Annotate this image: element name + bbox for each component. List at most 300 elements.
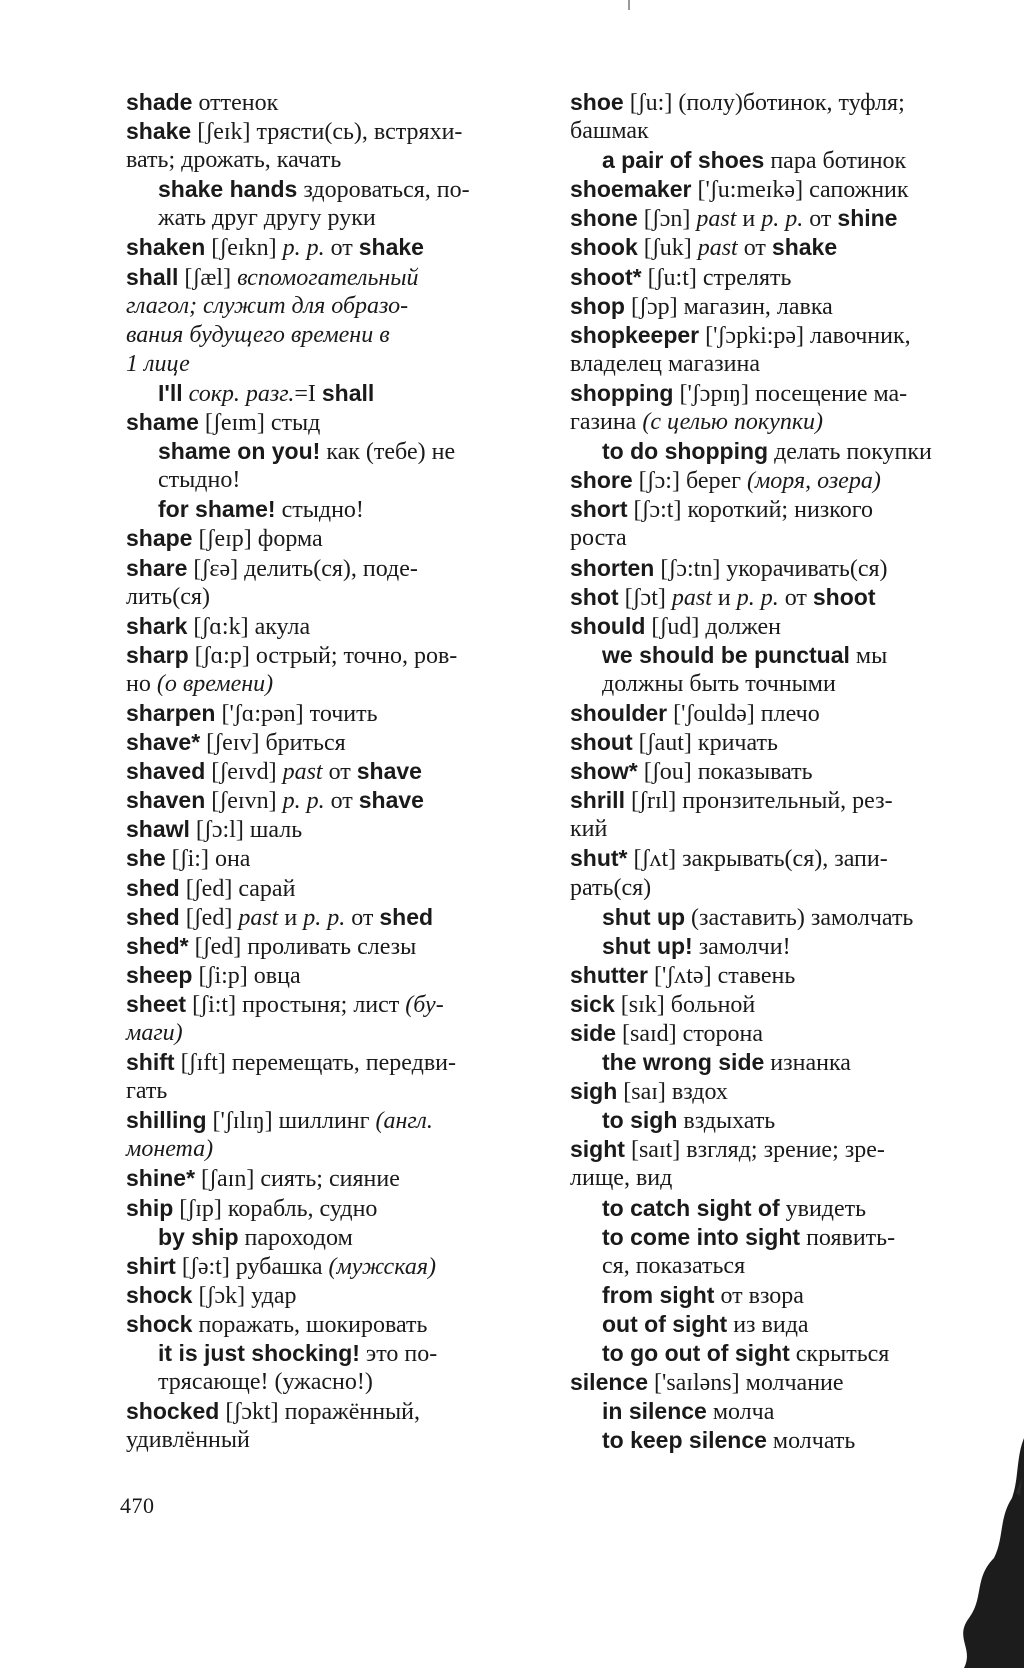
gloss-italic: (о времени) [156,670,274,697]
gloss-text: ['ʃɪlɪŋ] шиллинг [206,1108,376,1135]
entry-line [570,524,984,553]
gloss-text: ['ʃɔpɪŋ] посещение ма- [673,380,908,407]
headword: to catch sight of [602,1194,780,1221]
gloss-text: это по- [359,1341,438,1368]
gloss-text: кий [570,816,608,843]
headword: shape [126,525,193,552]
scan-mark [628,0,630,10]
headword: shopping [570,379,674,406]
gloss-text: роста [570,525,627,552]
gloss-italic: (бу- [405,991,444,1018]
gloss-text: молча [706,1399,775,1426]
gloss-text: [ʃɔkt] поражённый, [219,1399,421,1426]
entry-line [126,874,544,903]
headword: in silence [602,1398,707,1425]
gloss-italic: вания будущего времени в [126,321,390,348]
entry-line [126,932,544,961]
gloss-text: и [278,904,304,931]
entry-line [570,786,984,815]
headword: shaved [126,758,206,785]
entry-line [570,408,984,437]
headword: to come into sight [602,1223,801,1250]
headword: shore [570,467,633,494]
headword: side [570,1020,617,1046]
entry-line [126,1164,544,1193]
entry-line [126,524,544,553]
gloss-text: [ʃeɪm] стыд [198,410,321,437]
gloss-text: [ʃɔ:t] короткий; низкого [627,497,873,524]
entry-line [570,961,984,990]
entry-line [126,1135,544,1164]
page-number: 470 [120,1493,155,1518]
entry-line [126,728,544,757]
headword: to sigh [602,1107,678,1134]
headword: shot [570,583,619,610]
entry-line [126,466,544,495]
headword: shut* [570,845,628,872]
gloss-text: должны быть точными [602,670,836,697]
headword: shall [126,263,179,290]
headword: shoot* [570,263,642,290]
entry-line [126,437,544,466]
headword: shed [126,903,180,930]
gloss-italic: past [671,584,712,611]
gloss-text: [ʃɔ:] берег [632,468,747,495]
gloss-text: из вида [727,1311,809,1338]
entry-line [570,757,984,786]
entry-line [570,1077,984,1106]
gloss-text: [ʃeɪvn] [205,788,283,815]
gloss-italic: глагол; служит для образо- [126,292,409,319]
entry-line [126,961,544,990]
entry-line [126,292,544,321]
entry-line [570,990,984,1019]
gloss-text: [ʃeɪkn] [205,235,283,262]
entry-line [126,408,544,437]
headword: sheet [126,990,187,1017]
entry-line [126,1048,544,1077]
gloss-text: вздыхать [677,1108,776,1135]
gloss-text: ['ʃʌtə] ставень [647,962,796,989]
gloss-text: [ʃud] должен [645,613,781,640]
headword: shook [570,234,638,261]
entry-line [570,554,984,583]
headword: share [126,554,188,581]
headword: shed [379,903,434,930]
headword: shame [126,409,199,436]
entry-line [570,1252,984,1281]
gloss-italic: вспомогательный [237,264,419,291]
gloss-text: [ʃou] показывать [637,759,813,786]
gloss-text: мы [849,642,888,669]
gloss-text: рать(ся) [570,874,652,901]
headword: it is just shocking! [158,1340,360,1367]
headword: the wrong side [602,1049,765,1076]
headword: for shame! [158,496,276,523]
entry-line [126,670,544,699]
gloss-italic: (англ. [375,1108,433,1135]
entry-line [570,175,984,204]
gloss-text: [ʃed] проливать слезы [188,933,417,960]
gloss-text: ['ʃouldə] плечо [667,700,820,727]
gloss-text: [ʃɔp] магазин, лавка [624,293,833,320]
gloss-text: но [126,670,157,697]
gloss-text: ['saɪləns] молчание [648,1370,844,1397]
gloss-text: [ʃaɪn] сиять; сияние [195,1166,400,1193]
entry-line [126,1019,544,1048]
entry-line [126,350,544,379]
headword: shake [358,234,424,261]
gloss-text: [saɪt] взгляд; зрение; зре- [624,1137,885,1164]
gloss-text: замолчи! [692,933,791,960]
gloss-text: увидеть [779,1195,867,1222]
gloss-text: [ʃeɪv] бриться [200,730,346,757]
gloss-italic: p. p. [736,584,779,611]
entry-line [126,1106,544,1135]
entry-line [570,844,984,873]
gloss-italic: (моря, озера) [746,468,881,495]
gloss-text: [saɪ] вздох [617,1079,728,1106]
headword: shawl [126,816,190,843]
gloss-text: [ʃɑ:p] острый; точно, ров- [188,642,458,669]
entry-line [570,117,984,146]
gloss-text: делать покупки [768,439,932,466]
gloss-text: гать [126,1078,168,1105]
headword: shake hands [158,176,298,203]
entry-line [126,321,544,350]
entry-line [570,321,984,350]
headword: to keep silence [602,1427,767,1454]
headword: shut up [602,903,686,930]
headword: shoemaker [570,176,692,203]
entry-line [126,495,544,524]
scan-edge-stain [934,1438,1024,1668]
headword: shaven [126,787,206,814]
gloss-text: [ʃæl] [178,264,238,291]
entry-line [570,699,984,728]
left-column [126,88,544,1455]
entry-line [126,554,544,583]
gloss-text: [ʃeɪp] форма [192,526,323,553]
gloss-text: [ʃu:] (полу)ботинок, туфля; [623,90,905,116]
gloss-text: [ʃed] [179,904,239,931]
gloss-text: [ʃɔt] [618,584,672,611]
entry-line [126,1194,544,1223]
gloss-text: [ʃɔn] [637,206,697,233]
entry-line [570,903,984,932]
right-column [570,88,984,1455]
headword: shame on you! [158,438,321,465]
headword: ship [126,1194,174,1221]
gloss-text: пара ботинок [764,148,907,175]
gloss-text: трясающе! (ужасно!) [158,1369,373,1396]
gloss-text: и [736,206,762,233]
gloss-text: ['ʃɑ:pən] точить [215,700,378,727]
gloss-text: [ʃuk] [637,235,698,262]
gloss-italic: p. p. [303,904,346,931]
gloss-text: поражать, шокировать [192,1311,428,1338]
entry-line [126,1397,544,1426]
headword: shoe [570,89,624,115]
entry-line [570,1194,984,1223]
entry-line [570,670,984,699]
gloss-text: [ʃɛə] делить(ся), поде- [187,555,418,582]
headword: shoot [812,583,876,610]
gloss-italic: p. p. [282,235,325,262]
gloss-text: [sɪk] больной [614,991,756,1018]
headword: we should be punctual [602,641,850,668]
gloss-text: владелец магазина [570,350,760,377]
entry-line [126,844,544,873]
gloss-text: здороваться, по- [297,177,470,204]
headword: by ship [158,1223,239,1250]
entry-line [570,728,984,757]
entry-line [570,874,984,903]
gloss-text: изнанка [764,1050,851,1077]
gloss-text: [ʃed] сарай [179,875,296,902]
entry-line [570,495,984,524]
entry-line [570,1048,984,1077]
entry-line [126,1281,544,1310]
gloss-text: и [711,584,737,611]
gloss-text: [ʃaut] кричать [632,730,778,757]
entry-line [126,903,544,932]
headword: shine* [126,1165,196,1192]
headword: shut up! [602,932,693,959]
gloss-italic: past [238,904,279,931]
entry-line [126,379,544,408]
gloss-text: [ʃʌt] закрывать(ся), запи- [627,846,888,873]
entry-line [126,583,544,612]
entry-line [570,1164,984,1193]
gloss-text: от [803,206,838,233]
gloss-text: оттенок [192,90,279,116]
entry-line [126,117,544,146]
headword: shock [126,1281,193,1308]
headword: shopkeeper [570,321,700,348]
entry-line [126,641,544,670]
headword: shocked [126,1398,220,1425]
entry-line [570,612,984,641]
entry-line [126,1368,544,1397]
headword: should [570,612,646,639]
gloss-text: ['ʃɔpki:pə] лавочник, [699,322,911,349]
headword: shake [771,234,838,261]
headword: from sight [602,1281,715,1308]
gloss-text: [ʃi:] она [165,846,251,873]
gloss-text: газина [570,409,643,436]
entry-line [126,699,544,728]
gloss-text: стыдно! [275,497,364,524]
headword: sick [570,990,615,1017]
entry-line [126,1252,544,1281]
entry-line [570,437,984,466]
gloss-text: ся, показаться [602,1252,746,1279]
headword: short [570,496,628,523]
headword: shirt [126,1252,176,1279]
gloss-text: [ʃrɪl] пронзительный, рез- [624,788,893,815]
headword: shilling [126,1107,207,1134]
gloss-text: [ʃɔ:tn] укорачивать(ся) [654,555,888,582]
gloss-text: появить- [800,1224,896,1251]
gloss-text: [ʃɑ:k] акула [187,613,311,640]
gloss-text: от [324,235,359,262]
gloss-text: [ʃeɪvd] [205,759,283,786]
entry-line [126,1426,544,1455]
headword: shout [570,729,633,756]
gloss-text: [ʃɪp] корабль, судно [173,1195,378,1222]
headword: I'll [158,379,183,406]
headword: shaken [126,234,206,261]
entry-line [570,932,984,961]
headword: to do shopping [602,438,769,465]
entry-line [126,815,544,844]
gloss-text: стыдно! [158,467,241,494]
gloss-text: [ʃɔk] удар [192,1282,297,1309]
headword: sheep [126,961,193,988]
headword: shave [358,787,424,814]
entry-line [570,583,984,612]
gloss-text: от [778,584,813,611]
entry-line [570,379,984,408]
gloss-text: жать друг другу руки [158,205,376,232]
entry-line [570,1019,984,1048]
gloss-text: скрыться [789,1341,890,1368]
entry-line [126,786,544,815]
entry-line [570,350,984,379]
headword: shine [837,205,898,232]
gloss-text: [ʃɔ:l] шаль [189,817,303,844]
entry-line [570,146,984,175]
headword: to go out of sight [602,1340,790,1367]
entry-line [570,1223,984,1252]
headword: silence [570,1369,648,1396]
entry-line [126,146,544,175]
gloss-italic: past [696,206,737,233]
headword: shave [356,758,422,785]
gloss-italic: сокр. разг. [188,380,295,407]
gloss-italic: маги) [126,1020,183,1046]
gloss-text: как (тебе) не [320,439,456,466]
gloss-italic: p. p. [282,788,325,815]
entry-line [570,1281,984,1310]
entry-line [570,466,984,495]
entry-line [126,233,544,262]
gloss-text: башмак [570,118,649,145]
gloss-italic: past [282,759,323,786]
entry-line [126,88,544,117]
gloss-text: [ʃeɪk] трясти(сь), встряхи- [191,119,463,146]
gloss-text: [ʃu:t] стрелять [641,264,792,291]
entry-line [570,88,984,117]
gloss-text: молчать [766,1428,856,1455]
headword: shave* [126,729,201,756]
entry-line [570,1135,984,1164]
gloss-text: от [324,788,359,815]
gloss-text: [ʃɪft] перемещать, передви- [174,1050,457,1077]
headword: shall [321,379,375,406]
gloss-italic: монета) [126,1136,214,1163]
headword: show* [570,758,638,785]
headword: shock [126,1310,193,1337]
gloss-text: [saɪd] сторона [616,1021,763,1047]
headword: shed [126,874,180,901]
entry-line [570,1310,984,1339]
headword: shade [126,89,193,115]
gloss-italic: p. p. [761,206,804,233]
entry-line [570,815,984,844]
headword: shift [126,1049,175,1076]
entry-line [570,1397,984,1426]
entry-line [126,757,544,786]
entry-line [126,990,544,1019]
gloss-text: лить(ся) [126,583,210,610]
gloss-italic: (мужская) [328,1253,436,1280]
gloss-text: [ʃi:p] овца [192,962,301,989]
entry-line [126,612,544,641]
entry-line [570,1426,984,1455]
entry-line [570,1339,984,1368]
headword: sigh [570,1078,618,1105]
headword: shrill [570,787,625,814]
headword: out of sight [602,1310,728,1337]
gloss-text: лище, вид [570,1165,673,1192]
gloss-text: ['ʃu:meɪkə] сапожник [691,177,909,204]
gloss-italic: past [697,235,738,262]
headword: shone [570,205,638,232]
entry-line [126,1077,544,1106]
headword: shed* [126,932,189,959]
gloss-text: (заставить) замолчать [685,904,914,931]
entry-line [126,175,544,204]
gloss-text: удивлённый [126,1427,250,1454]
headword: shark [126,612,188,639]
gloss-text: от [737,235,772,262]
gloss-text: [ʃə:t] рубашка [175,1253,329,1280]
entry-line [570,204,984,233]
entry-line [570,641,984,670]
gloss-text: [ʃi:t] простыня; лист [186,991,406,1018]
gloss-text: =I [294,380,322,407]
headword: shutter [570,961,648,988]
headword: sharp [126,641,189,668]
headword: shorten [570,554,655,581]
gloss-text: пароходом [238,1224,353,1251]
entry-line [570,1368,984,1397]
gloss-italic: (с целью покупки) [642,409,824,436]
headword: a pair of shoes [602,147,765,174]
entry-line [570,1106,984,1135]
entry-line [570,263,984,292]
headword: sight [570,1136,625,1163]
headword: shoulder [570,699,668,726]
entry-line [126,1223,544,1252]
headword: she [126,845,166,872]
headword: shake [126,118,192,145]
headword: sharpen [126,699,216,726]
headword: shop [570,292,625,319]
entry-line [126,1339,544,1368]
entry-line [126,204,544,233]
entry-line [126,1310,544,1339]
gloss-text: от [322,759,357,786]
gloss-text: от взора [714,1282,804,1309]
entry-line [570,292,984,321]
gloss-italic: 1 лице [126,350,190,377]
entry-line [570,233,984,262]
entry-line [126,263,544,292]
gloss-text: вать; дрожать, качать [126,147,342,174]
